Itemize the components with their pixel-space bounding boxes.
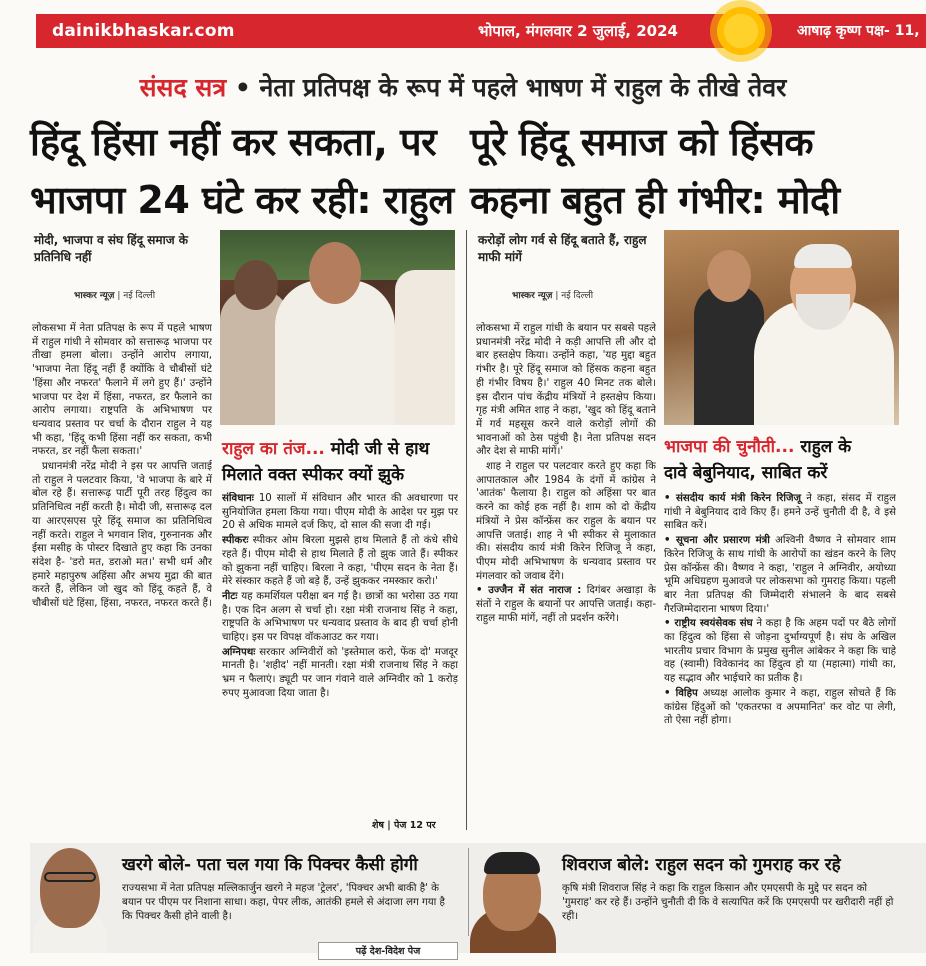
left-callout-red: राहुल का तंज... [222, 439, 325, 459]
left-callout-head [222, 436, 462, 488]
right-story-col2 [664, 492, 896, 828]
right-headline-line1: पूरे हिंदू समाज को हिंसक [470, 120, 814, 164]
left-headline-line1: हिंदू हिंसा नहीं कर सकता, पर [30, 120, 437, 164]
rahul-figure [275, 280, 395, 425]
left-callout-black: मोदी जी से हाथ [324, 439, 430, 459]
kharge-text: राज्यसभा में नेता प्रतिपक्ष मल्लिकार्जुन खरगे ने महज 'ट्रेलर', 'पिक्चर अभी बाकी है' के बयान पर पीएम पर निशाना साधा। कहा, पेपर लीक, आतंकी हमले से अंदाजा लग गया है कि पिक्चर कैसी होने वाली है। [122, 883, 445, 922]
kicker-tag: संसद सत्र [139, 73, 227, 102]
right-col2-item: • सूचना और प्रसारण मंत्री अश्विनी वैष्णव ने सोमवार शाम किरेन रिजिजू के साथ गांधी के आरोपों का खंडन करने के लिए प्रेस कॉन्फ्रेंस की। वैष्णव ने कहा, 'राहुल ने अग्निवीर, अयोध्या भूमि अधिग्रहण मुआवजे पर लोकसभा को गुमराह किया। पहली बार नेता प्रतिपक्ष की जिम्मेदारी संभालने के बाद सबसे गैरजिम्मेदाराना भाषण दिया।' [664, 535, 896, 615]
bottom-divider [468, 848, 469, 936]
masthead [0, 0, 926, 64]
glasses-icon [44, 872, 96, 882]
person-right [395, 270, 455, 425]
right-byline-city: | नई दिल्ली [555, 291, 594, 301]
sun-icon [706, 0, 776, 66]
right-col2-item: • विहिप अध्यक्ष आलोक कुमार ने कहा, राहुल सोचते हैं कि कांग्रेस हिंदुओं को 'एकतरफा व अपमानित' कर वोट पा लेगी, तो ऐसा नहीं होगा। [664, 687, 896, 727]
left-col2-item: स्पीकरः स्पीकर ओम बिरला मुझसे हाथ मिलाते हैं तो कंधे सीधे रहते हैं। पीएम मोदी से हाथ मिलाते हैं तो झुक जाते हैं। स्पीकर को झुकना नहीं चाहिए। बिरला ने कहा, 'पीएम सदन के नेता हैं। मेरे संस्कार कहते हैं जो बड़े हैं, उन्हें झुककर नमस्कार करो।' [222, 535, 458, 588]
right-headline [470, 113, 910, 229]
right-callout-line2: दावे बेबुनियाद, साबित करें [664, 463, 828, 483]
rahul-photo [220, 230, 455, 425]
right-byline-source: भास्कर न्यूज़ [512, 291, 553, 301]
right-col2-item: • संसदीय कार्य मंत्री किरेन रिजिजू ने कहा, संसद में राहुल गांधी ने बेबुनियाद दावे किए हैं। हमने उन्हें चुनौती दी है, वे इसे साबित करें। [664, 493, 896, 532]
right-col1-bullet: • उज्जैन में संत नाराज : दिगंबर अखाड़ा के संतों ने राहुल के बयानों पर आपत्ति जताई। कहा- राहुल माफी मांगें, नहीं तो प्रदर्शन करेंगे। [476, 585, 656, 624]
left-headline-line2: भाजपा 24 घंटे कर रही: राहुल [30, 178, 454, 222]
modi-photo [664, 230, 899, 425]
left-col1-para: प्रधानमंत्री नरेंद्र मोदी ने इस पर आपत्ति जताई तो राहुल ने पलटवार किया, 'वे भाजपा के बारे में बोल रहे हैं। सत्तारूढ़ पार्टी पूरी तरह हिंदुत्व का प्रतिनिधित्व नहीं करती है। मोदी जी, सत्तारूढ़ दल या आरएसएस पूरे हिंदू समाज का प्रतिनिधित्व नहीं करते। राहुल ने भगवान शिव, गुरुनानक और ईसा मसीह के पोस्टर दिखाते हुए कहा कि उनका संदेश है- 'डरो मत, डराओ मत।' सभी धर्म और हमारे महापुरुष अहिंसा और अभय मुद्रा की बात करते हैं, लेकिन जो खुद को हिंदू कहते हैं, वे चौबीसों घंटे हिंसा, हिंसा, नफरत, नफरत करते हैं। [32, 461, 212, 610]
kicker-text: • नेता प्रतिपक्ष के रूप में पहले भाषण में राहुल के तीखे तेवर [234, 73, 787, 102]
left-callout-line2: मिलाते वक्त स्पीकर क्यों झुके [222, 465, 405, 485]
continued-note[interactable]: शेष | पेज 12 पर [372, 820, 436, 831]
kicker [0, 70, 926, 104]
left-subhead: मोदी, भाजपा व संघ हिंदू समाज के प्रतिनिधि नहीं [34, 233, 189, 264]
right-byline [512, 288, 593, 301]
left-col2-item: अग्निपथः सरकार अग्निवीरों को 'इस्तेमाल करो, फेंक दो' मजदूर मानती है। 'शहीद' नहीं मानती। रक्षा मंत्री राजनाथ सिंह ने कहा भ्रम न फैलाएं। ड्यूटी पर जान गंवाने वाले अग्निवीर को 1 करोड़ रुपए मुआवजा दिया जाता है। [222, 646, 458, 699]
right-col1-para: शाह ने राहुल पर पलटवार करते हुए कहा कि आपातकाल और 1984 के दंगों में कांग्रेस ने 'आतंक' फैलाया है। राहुल को अहिंसा पर बात करने का कोई हक नहीं है। शाम को दो केंद्रीय मंत्रियों ने प्रेस कॉन्फ्रेंस कर राहुल के बयान पर आपत्ति जताई। शाह ने भी स्पीकर से मुलाकात की। संसदीय कार्य मंत्री किरेन रिजिजू ने कहा, पीएम मोदी अभिभाषण के धन्यवाद प्रस्ताव पर मंगलवार को जवाब देंगे। [476, 461, 656, 582]
left-col2-item: नीटः यह कमर्शियल परीक्षा बन गई है। छात्रों का भरोसा उठ गया है। एक दिन अलग से चर्चा हो। रक्षा मंत्री राजनाथ सिंह ने कहा, राष्ट्रपति के अभिभाषण पर धन्यवाद प्रस्ताव के बाद ही चर्चा होनी चाहिए। इस पर विपक्ष वॉकआउट कर गया। [222, 590, 458, 644]
right-callout-red: भाजपा की चुनौती... [664, 437, 795, 457]
left-col2-item: संविधानः 10 सालों में संविधान और भारत की अवधारणा पर सुनियोजित हमला किया गया। पीएम मोदी के आदेश पर मुझ पर 20 से अधिक मामले दर्ज किए, दो साल की सजा दी गई। [222, 493, 458, 532]
right-col1-para: लोकसभा में राहुल गांधी के बयान पर सबसे पहले प्रधानमंत्री नरेंद्र मोदी ने कड़ी आपत्ति ली और दो बार हस्तक्षेप किया। उन्होंने कहा, 'यह मुद्दा बहुत गंभीर है। पूरे हिंदू समाज को हिंसक कहना बहुत ही गंभीर विषय है।' राहुल 40 मिनट तक बोले। इस दौरान पांच केंद्रीय मंत्रियों ने हस्तक्षेप किया। गृह मंत्री अमित शाह ने कहा, 'खुद को हिंदू बताने में गर्व महसूस करने वाले करोड़ों लोगों की भावनाओं को ठेस पहुंची है। नेता प्रतिपक्ष सदन और देश से माफी मांगें।' [476, 323, 656, 458]
left-story-col1 [32, 322, 212, 832]
paksha-text: आषाढ़ कृष्ण पक्ष- 11, [797, 23, 920, 39]
right-headline-line2: कहना बहुत ही गंभीर: मोदी [470, 178, 840, 222]
right-story-col1 [476, 322, 656, 832]
right-subhead: करोड़ों लोग गर्व से हिंदू बताते हैं, राहुल माफी मांगें [478, 233, 647, 264]
left-headline [30, 113, 470, 229]
center-divider [466, 230, 467, 830]
left-col1-para: लोकसभा में नेता प्रतिपक्ष के रूप में पहले भाषण में राहुल गांधी ने सोमवार को सत्तारूढ़ भाजपा पर तीखा हमला बोला। उन्होंने आरोप लगाया, 'भाजपा नेता हिंदू नहीं हैं क्योंकि वे चौबीसों घंटे 'हिंसा और नफरत' फैलाने में लगे हुए हैं।' उन्होंने भाजपा पर देश में हिंसा, नफरत, डर फैलाने का आरोप लगाया। राष्ट्रपति के अभिभाषण पर धन्यवाद प्रस्ताव पर चर्चा के दौरान राहुल ने यह भी कहा, 'हिंदू कभी हिंसा नहीं कर सकता, कभी नफरत, डर नहीं फैला सकता।' [32, 323, 212, 458]
left-byline [74, 288, 155, 301]
right-callout-head [664, 434, 904, 486]
left-byline-city: | नई दिल्ली [117, 291, 156, 301]
kharge-headline: खरगे बोले- पता चल गया कि पिक्चर कैसी होगी [122, 855, 418, 875]
shivraj-text: कृषि मंत्री शिवराज सिंह ने कहा कि राहुल किसान और एमएसपी के मुद्दे पर सदन को 'गुमराह' कर रहे हैं। उन्होंने चुनौती दी कि वे सत्यापित करें कि एमएसपी पर खरीदारी नहीं हो रही। [562, 883, 894, 922]
dateline: भोपाल, मंगलवार 2 जुलाई, 2024 [478, 22, 678, 40]
right-col2-item: • राष्ट्रीय स्वयंसेवक संघ ने कहा है कि अहम पदों पर बैठे लोगों का हिंदुत्व को हिंसा से जोड़ना दुर्भाग्यपूर्ण है। संघ के अखिल भारतीय प्रचार विभाग के प्रमुख सुनील आंबेकर ने कहा कि चाहे वह (स्वामी) विवेकानंद का हिंदुत्व हो या (महात्मा) गांधी का, यह सद्भाव और भाईचारे का प्रतीक है। [664, 618, 896, 685]
shivraj-headline: शिवराज बोले: राहुल सदन को गुमराह कर रहे [562, 855, 841, 875]
kharge-photo [40, 848, 100, 928]
right-callout-black: राहुल के [794, 437, 852, 457]
site-name[interactable]: dainikbhaskar.com [52, 21, 235, 41]
left-story-col2 [222, 492, 458, 828]
modi-figure [754, 300, 894, 425]
shivraj-hair [484, 852, 540, 874]
left-byline-source: भास्कर न्यूज़ [74, 291, 115, 301]
page-footer-link[interactable]: पढ़ें देश-विदेश पेज [318, 942, 458, 960]
